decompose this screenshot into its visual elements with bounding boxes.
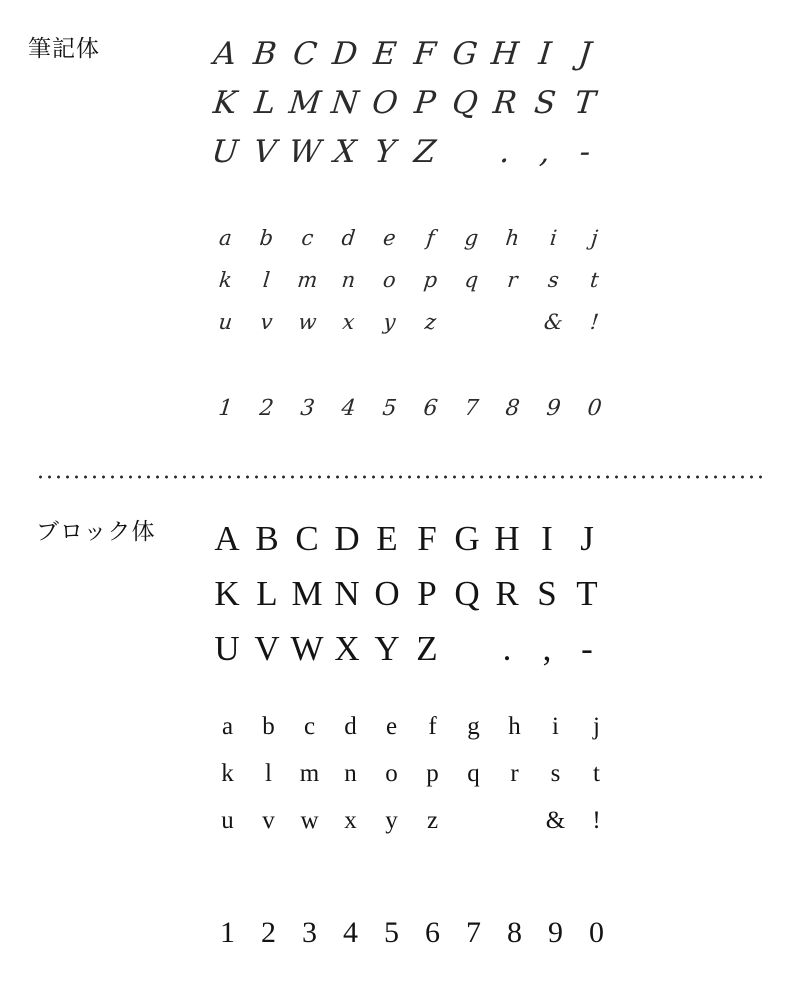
glyph-x: x [341, 310, 356, 334]
glyph-spacer [491, 309, 535, 335]
glyph-i: i [548, 226, 559, 250]
glyph-R: R [491, 85, 519, 121]
glyph-B: B [255, 519, 279, 558]
glyph-h: h [508, 713, 521, 740]
glyph-j: j [589, 226, 600, 250]
glyph-n: n [344, 760, 357, 787]
glyph-S: S [537, 574, 557, 613]
glyph-t: t [593, 760, 600, 787]
glyph--: - [577, 134, 593, 170]
glyph-P: P [412, 85, 438, 121]
glyph-row [205, 395, 615, 423]
glyph-9: 9 [548, 916, 563, 949]
glyph-N: N [329, 85, 361, 121]
glyph-B: B [251, 36, 279, 72]
glyph-row [207, 573, 607, 615]
glyph-row [207, 759, 617, 789]
glyph-row [205, 225, 615, 251]
glyph-W: W [287, 134, 323, 170]
glyph-v: v [259, 310, 274, 334]
glyph-3: 3 [299, 396, 316, 421]
glyph-A: A [211, 36, 239, 72]
glyph-n: n [340, 268, 357, 292]
glyph-spacer [443, 132, 487, 172]
glyph-p: p [422, 268, 439, 292]
glyph-O: O [374, 574, 400, 613]
glyph-m: m [299, 760, 320, 787]
glyph-d: d [340, 226, 357, 250]
glyph-N: N [334, 574, 360, 613]
glyph-a: a [217, 226, 234, 250]
glyph-row [207, 806, 617, 836]
glyph-o: o [381, 268, 398, 292]
glyph-j: j [593, 713, 600, 740]
glyph-Q: Q [450, 85, 480, 121]
glyph-c: c [303, 713, 316, 740]
script-digits-specimen [205, 395, 615, 423]
glyph-I: I [541, 519, 553, 558]
glyph--: - [581, 629, 593, 668]
glyph-l: l [265, 760, 272, 787]
glyph-7: 7 [463, 396, 480, 421]
glyph-C: C [295, 519, 319, 558]
section-divider [36, 474, 766, 480]
glyph-3: 3 [302, 916, 317, 949]
glyph-4: 4 [340, 396, 357, 421]
glyph-6: 6 [422, 396, 439, 421]
glyph-2: 2 [258, 396, 275, 421]
block-uppercase-specimen [207, 518, 607, 683]
glyph-row [207, 915, 617, 951]
glyph-F: F [412, 36, 438, 72]
glyph-Y: Y [372, 134, 398, 170]
glyph-spacer [447, 628, 487, 670]
glyph-C: C [291, 36, 319, 72]
glyph-M: M [287, 85, 323, 121]
glyph-Z: Z [416, 629, 438, 668]
glyph-row [207, 628, 607, 670]
glyph-b: b [262, 713, 275, 740]
glyph-row [205, 267, 615, 293]
glyph-K: K [214, 574, 240, 613]
glyph-,: , [542, 629, 552, 668]
glyph-k: k [217, 268, 234, 292]
glyph-w: w [297, 310, 318, 334]
glyph-D: D [330, 36, 360, 72]
glyph-4: 4 [343, 916, 358, 949]
glyph-L: L [252, 85, 278, 121]
glyph-H: H [489, 36, 521, 72]
section-label-block: ブロック体 [36, 519, 156, 545]
glyph-8: 8 [507, 916, 522, 949]
section-label-script: 筆記体 [28, 36, 100, 62]
glyph-Q: Q [454, 574, 480, 613]
glyph-S: S [532, 85, 558, 121]
glyph-O: O [370, 85, 400, 121]
glyph-f: f [428, 713, 437, 740]
glyph-P: P [417, 574, 437, 613]
glyph-spacer [450, 309, 494, 335]
glyph-q: q [467, 760, 480, 787]
glyph-spacer [453, 806, 494, 836]
glyph-D: D [334, 519, 360, 558]
glyph-Y: Y [374, 629, 400, 668]
glyph-g: g [467, 713, 480, 740]
glyph-1: 1 [220, 916, 235, 949]
block-lowercase-specimen [207, 712, 617, 853]
glyph-row [207, 712, 617, 742]
glyph-T: T [572, 85, 598, 121]
glyph-&: & [542, 310, 565, 334]
glyph-.: . [502, 629, 512, 668]
glyph-t: t [589, 268, 600, 292]
glyph-u: u [221, 807, 234, 834]
glyph-s: s [550, 760, 561, 787]
glyph-X: X [334, 629, 360, 668]
glyph-row [207, 518, 607, 560]
glyph-J: J [576, 36, 594, 72]
glyph-u: u [217, 310, 234, 334]
glyph-!: ! [592, 807, 601, 834]
glyph-!: ! [589, 310, 600, 334]
glyph-A: A [214, 519, 240, 558]
glyph-K: K [211, 85, 239, 121]
glyph-c: c [300, 226, 315, 250]
glyph-U: U [210, 134, 240, 170]
glyph-V: V [254, 629, 280, 668]
glyph-I: I [536, 36, 554, 72]
glyph-k: k [221, 760, 234, 787]
glyph-h: h [504, 226, 521, 250]
glyph-z: z [426, 807, 439, 834]
glyph-6: 6 [425, 916, 440, 949]
glyph-row [205, 309, 615, 335]
glyph-&: & [545, 807, 566, 834]
glyph-H: H [494, 519, 520, 558]
glyph-G: G [454, 519, 480, 558]
glyph-p: p [426, 760, 439, 787]
glyph-v: v [262, 807, 275, 834]
glyph-o: o [385, 760, 398, 787]
glyph-m: m [296, 268, 319, 292]
glyph-e: e [382, 226, 397, 250]
glyph-T: T [576, 574, 598, 613]
glyph-5: 5 [384, 916, 399, 949]
glyph-0: 0 [586, 396, 603, 421]
glyph-f: f [425, 226, 436, 250]
glyph-L: L [256, 574, 278, 613]
glyph-.: . [498, 134, 512, 170]
glyph-8: 8 [504, 396, 521, 421]
glyph-V: V [251, 134, 279, 170]
glyph-7: 7 [466, 916, 481, 949]
glyph-g: g [463, 226, 480, 250]
glyph-e: e [385, 713, 398, 740]
glyph-W: W [290, 629, 324, 668]
glyph-y: y [382, 310, 397, 334]
glyph-r: r [510, 760, 519, 787]
glyph-row [205, 34, 605, 74]
glyph-G: G [450, 36, 480, 72]
glyph-,: , [538, 134, 552, 170]
glyph-E: E [371, 36, 399, 72]
glyph-b: b [258, 226, 275, 250]
glyph-J: J [580, 519, 594, 558]
glyph-spacer [494, 806, 535, 836]
block-digits-specimen [207, 915, 617, 951]
glyph-l: l [261, 268, 272, 292]
glyph-r: r [506, 268, 519, 292]
glyph-F: F [417, 519, 437, 558]
script-lowercase-specimen [205, 225, 615, 351]
glyph-q: q [463, 268, 480, 292]
glyph-s: s [546, 268, 561, 292]
glyph-a: a [221, 713, 234, 740]
glyph-1: 1 [217, 396, 234, 421]
glyph-y: y [385, 807, 398, 834]
glyph-R: R [495, 574, 519, 613]
glyph-M: M [291, 574, 323, 613]
glyph-z: z [423, 310, 438, 334]
glyph-U: U [214, 629, 240, 668]
glyph-row [205, 83, 605, 123]
glyph-row [205, 132, 605, 172]
glyph-X: X [332, 134, 358, 170]
glyph-9: 9 [545, 396, 562, 421]
glyph-2: 2 [261, 916, 276, 949]
glyph-d: d [344, 713, 357, 740]
glyph-0: 0 [589, 916, 604, 949]
glyph-Z: Z [412, 134, 438, 170]
glyph-E: E [376, 519, 398, 558]
script-uppercase-specimen [205, 34, 605, 181]
glyph-x: x [344, 807, 357, 834]
glyph-w: w [300, 807, 319, 834]
glyph-5: 5 [381, 396, 398, 421]
glyph-i: i [552, 713, 559, 740]
